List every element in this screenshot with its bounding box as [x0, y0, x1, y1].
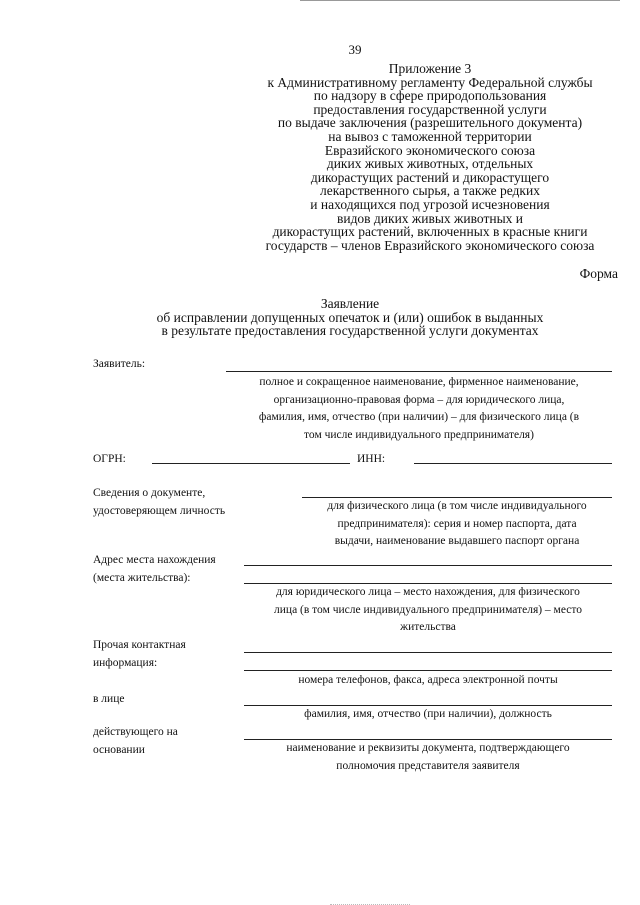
appendix-line: дикорастущих растений, включенных в красные книги: [272, 224, 588, 240]
appendix-line: по надзору в сфере природопользования: [313, 88, 547, 104]
title-line-1: об исправлении допущенных опечаток и (или) ошибок в выданных: [156, 309, 544, 325]
appendix-line: Евразийского экономического союза: [324, 142, 536, 158]
contact-label-line: Прочая контактная: [93, 639, 186, 651]
inn-field[interactable]: [414, 463, 612, 464]
person-note: фамилия, имя, отчество (при наличии), должность: [304, 708, 552, 720]
form-label: Форма: [579, 266, 618, 281]
title-heading: Заявление: [320, 296, 380, 311]
contact-field-1[interactable]: [244, 652, 612, 653]
basis-label-line: основании: [93, 744, 145, 756]
address-note-line: для юридического лица – место нахождения, для физического: [276, 586, 580, 598]
address-note-line: лица (в том числе индивидуального предпринимателя) – место: [274, 603, 582, 616]
address-label: [93, 551, 216, 587]
id-doc-note-line: выдачи, наименование выдавшего паспорт органа: [334, 535, 580, 547]
id-doc-label: [93, 484, 225, 520]
appendix-line: и находящихся под угрозой исчезновения: [310, 196, 550, 212]
page-number: 39: [348, 42, 362, 57]
ogrn-field[interactable]: [152, 463, 350, 464]
basis-note-line: наименование и реквизиты документа, подтверждающего: [286, 742, 570, 754]
contact-label-line: информация:: [93, 657, 158, 669]
contact-note: номера телефонов, факса, адреса электронной почты: [298, 674, 558, 686]
applicant-note-line: том числе индивидуального предпринимателя): [304, 428, 534, 441]
basis-note-line: полномочия представителя заявителя: [336, 759, 520, 772]
id-doc-label-line: Сведения о документе,: [93, 487, 206, 499]
id-doc-label-line: удостоверяющем личность: [93, 505, 226, 517]
appendix-line: видов диких живых животных и: [336, 210, 524, 226]
address-field-1[interactable]: [244, 565, 612, 566]
person-label: в лице: [93, 693, 125, 705]
top-border-line: [300, 0, 620, 1]
applicant-field[interactable]: [226, 371, 612, 372]
appendix-line: по выдаче заключения (разрешительного документа): [277, 115, 583, 131]
appendix-header: [230, 62, 630, 252]
document-title: [100, 297, 600, 338]
address-label-line: Адрес места нахождения: [93, 554, 216, 566]
id-doc-note-line: предпринимателя): серия и номер паспорта, дата: [337, 517, 577, 530]
inn-label: ИНН:: [357, 453, 386, 465]
appendix-line: на вывоз с таможенной территории: [328, 128, 532, 144]
appendix-line: диких живых животных, отдельных: [326, 156, 534, 172]
id-doc-note-line: для физического лица (в том числе индивидуального: [327, 500, 587, 512]
applicant-note: [226, 374, 612, 444]
address-label-line: (места жительства):: [93, 572, 191, 584]
applicant-note-line: фамилия, имя, отчество (при наличии) – для физического лица (в: [258, 411, 580, 423]
basis-label: [93, 723, 178, 759]
appendix-line: государств – членов Евразийского экономического союза: [265, 237, 595, 253]
appendix-line: дикорастущих растений и дикорастущего: [310, 169, 550, 185]
ogrn-label: ОГРН:: [93, 453, 126, 465]
basis-note: [244, 740, 612, 775]
appendix-line: предоставления государственной услуги: [313, 101, 547, 117]
appendix-line: к Административному регламенту Федеральной службы: [267, 74, 593, 90]
applicant-note-line: организационно-правовая форма – для юридического лица,: [273, 393, 565, 406]
address-note: [244, 584, 612, 637]
appendix-line: лекарственного сырья, а также редких: [320, 183, 540, 199]
address-note-line: жительства: [400, 621, 456, 633]
appendix-line: Приложение 3: [388, 61, 472, 76]
applicant-note-line: полное и сокращенное наименование, фирменное наименование,: [259, 376, 579, 388]
basis-label-line: действующего на: [93, 726, 178, 738]
title-line-2: в результате предоставления государственной услуги документах: [161, 323, 539, 338]
contact-field-2[interactable]: [244, 670, 612, 671]
contact-label: [93, 636, 186, 672]
id-doc-note: [302, 498, 612, 551]
applicant-label: Заявитель:: [93, 358, 146, 370]
